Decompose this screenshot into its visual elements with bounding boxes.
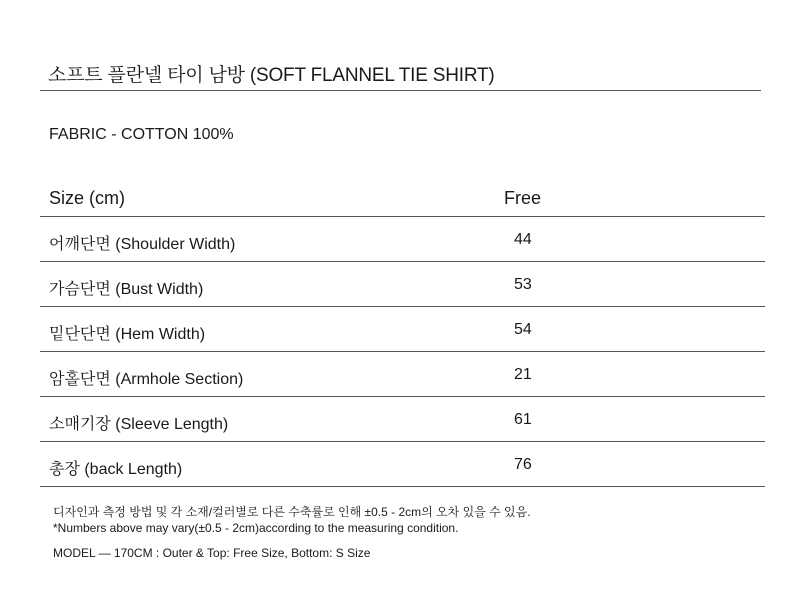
size-row-label: 암홀단면 (Armhole Section)	[49, 371, 244, 388]
note-korean: 디자인과 측정 방법 및 각 소재/컬러별로 다른 수축률로 인해 ±0.5 - 2cm의 오차 있을 수 있음.	[53, 505, 531, 519]
size-row-label: 총장 (back Length)	[49, 461, 183, 478]
size-table-header	[40, 175, 765, 217]
product-title: 소프트 플란넬 타이 남방 (SOFT FLANNEL TIE SHIRT)	[48, 65, 495, 86]
model-info: MODEL — 170CM : Outer & Top: Free Size, Bottom: S Size	[53, 546, 371, 560]
size-row-value: 54	[514, 321, 532, 338]
size-header-label: Size (cm)	[49, 188, 125, 208]
size-row-hem	[40, 307, 765, 352]
size-table	[40, 175, 765, 487]
size-row-value: 53	[514, 276, 532, 293]
size-row-shoulder	[40, 217, 765, 262]
size-row-sleeve	[40, 397, 765, 442]
size-row-bust	[40, 262, 765, 307]
note-english: *Numbers above may vary(±0.5 - 2cm)according to the measuring condition.	[53, 521, 459, 535]
size-row-label: 어깨단면 (Shoulder Width)	[49, 236, 236, 253]
size-row-value: 21	[514, 366, 532, 383]
size-row-label: 밑단단면 (Hem Width)	[49, 326, 206, 343]
measurement-notes	[53, 504, 531, 536]
size-row-value: 44	[514, 231, 532, 248]
size-row-value: 76	[514, 456, 532, 473]
size-row-value: 61	[514, 411, 532, 428]
title-divider	[40, 90, 761, 91]
size-row-label: 소매기장 (Sleeve Length)	[49, 416, 229, 433]
size-header-value: Free	[504, 188, 542, 208]
fabric-info: FABRIC - COTTON 100%	[49, 126, 234, 143]
size-row-length	[40, 442, 765, 487]
size-row-label: 가슴단면 (Bust Width)	[49, 281, 204, 298]
size-row-armhole	[40, 352, 765, 397]
